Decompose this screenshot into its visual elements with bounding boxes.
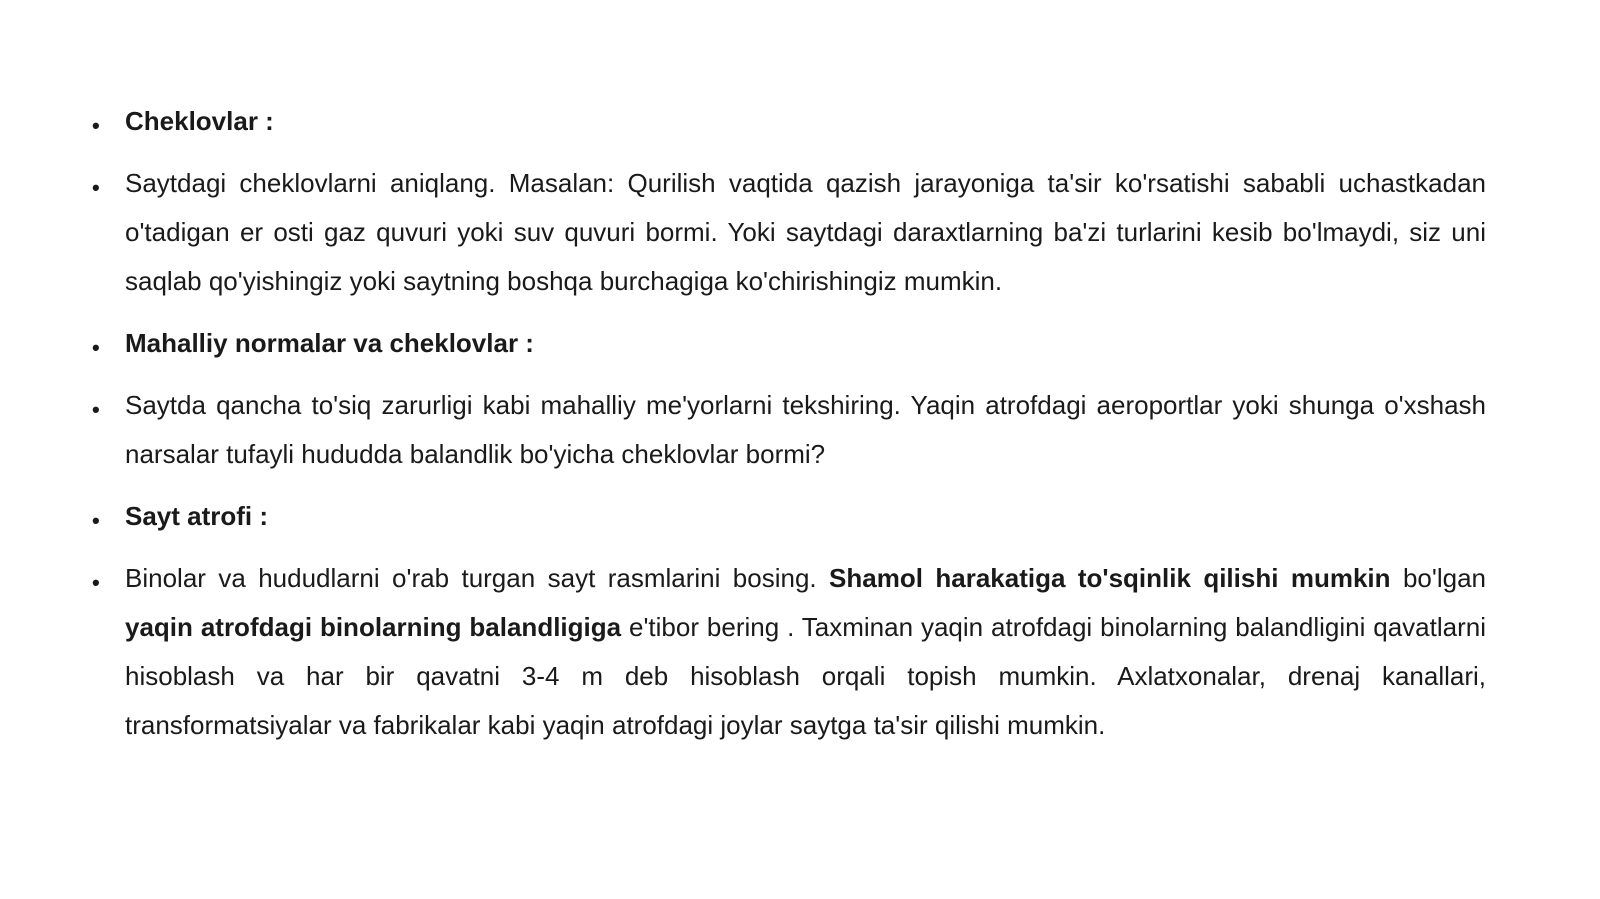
bullet-item-heading-cheklovlar bbox=[92, 97, 1486, 146]
heading-text: Mahalliy normalar va cheklovlar : bbox=[125, 328, 534, 358]
heading-text: Cheklovlar : bbox=[125, 106, 274, 136]
text-segment: e'tibor bering . Taxminan yaqin atrofdagi binolarning balandligini qavatlarni hisoblash va har bir qavatni 3-4 m deb hisoblash orqali topish mumkin. Axlatxonalar, drenaj kanallari, transformatsiyalar va fabrikalar kabi yaqin atrofdagi joylar saytga ta'sir qilishi mumkin. bbox=[125, 612, 1486, 740]
bullet-icon: • bbox=[92, 113, 100, 138]
bullet-item-paragraph-mahalliy-normalar bbox=[92, 381, 1486, 479]
paragraph-text bbox=[125, 563, 1486, 740]
bullet-list bbox=[92, 97, 1486, 763]
heading-text: Sayt atrofi : bbox=[125, 501, 269, 531]
bullet-icon: • bbox=[92, 175, 100, 200]
paragraph-text: Saytda qancha to'siq zarurligi kabi mahalliy me'yorlarni tekshiring. Yaqin atrofdagi aeroportlar yoki shunga o'xshash narsalar tufayli hududda balandlik bo'yicha cheklovlar bormi? bbox=[125, 390, 1486, 469]
bullet-icon: • bbox=[92, 335, 100, 360]
bullet-item-heading-sayt-atrofi bbox=[92, 492, 1486, 541]
bullet-item-paragraph-sayt-atrofi bbox=[92, 554, 1486, 750]
bullet-icon: • bbox=[92, 397, 100, 422]
bullet-icon: • bbox=[92, 570, 100, 595]
bullet-item-paragraph-cheklovlar bbox=[92, 159, 1486, 306]
bullet-item-heading-mahalliy-normalar bbox=[92, 319, 1486, 368]
text-segment: Binolar va hududlarni o'rab turgan sayt rasmlarini bosing. bbox=[125, 563, 830, 593]
bold-text-segment: yaqin atrofdagi binolarning balandligiga bbox=[125, 612, 622, 642]
paragraph-text: Saytdagi cheklovlarni aniqlang. Masalan: Qurilish vaqtida qazish jarayoniga ta'sir ko'rsatishi sababli uchastkadan o'tadigan er osti gaz quvuri yoki suv quvuri bormi. Yoki saytdagi daraxtlarning ba'zi turlarini kesib bo'lmaydi, siz uni saqlab qo'yishingiz yoki saytning boshqa burchagiga ko'chirishingiz mumkin. bbox=[125, 168, 1486, 296]
text-segment: bo'lgan bbox=[1390, 563, 1486, 593]
bold-text-segment: Shamol harakatiga to'sqinlik qilishi mumkin bbox=[829, 563, 1391, 593]
bullet-icon: • bbox=[92, 508, 100, 533]
